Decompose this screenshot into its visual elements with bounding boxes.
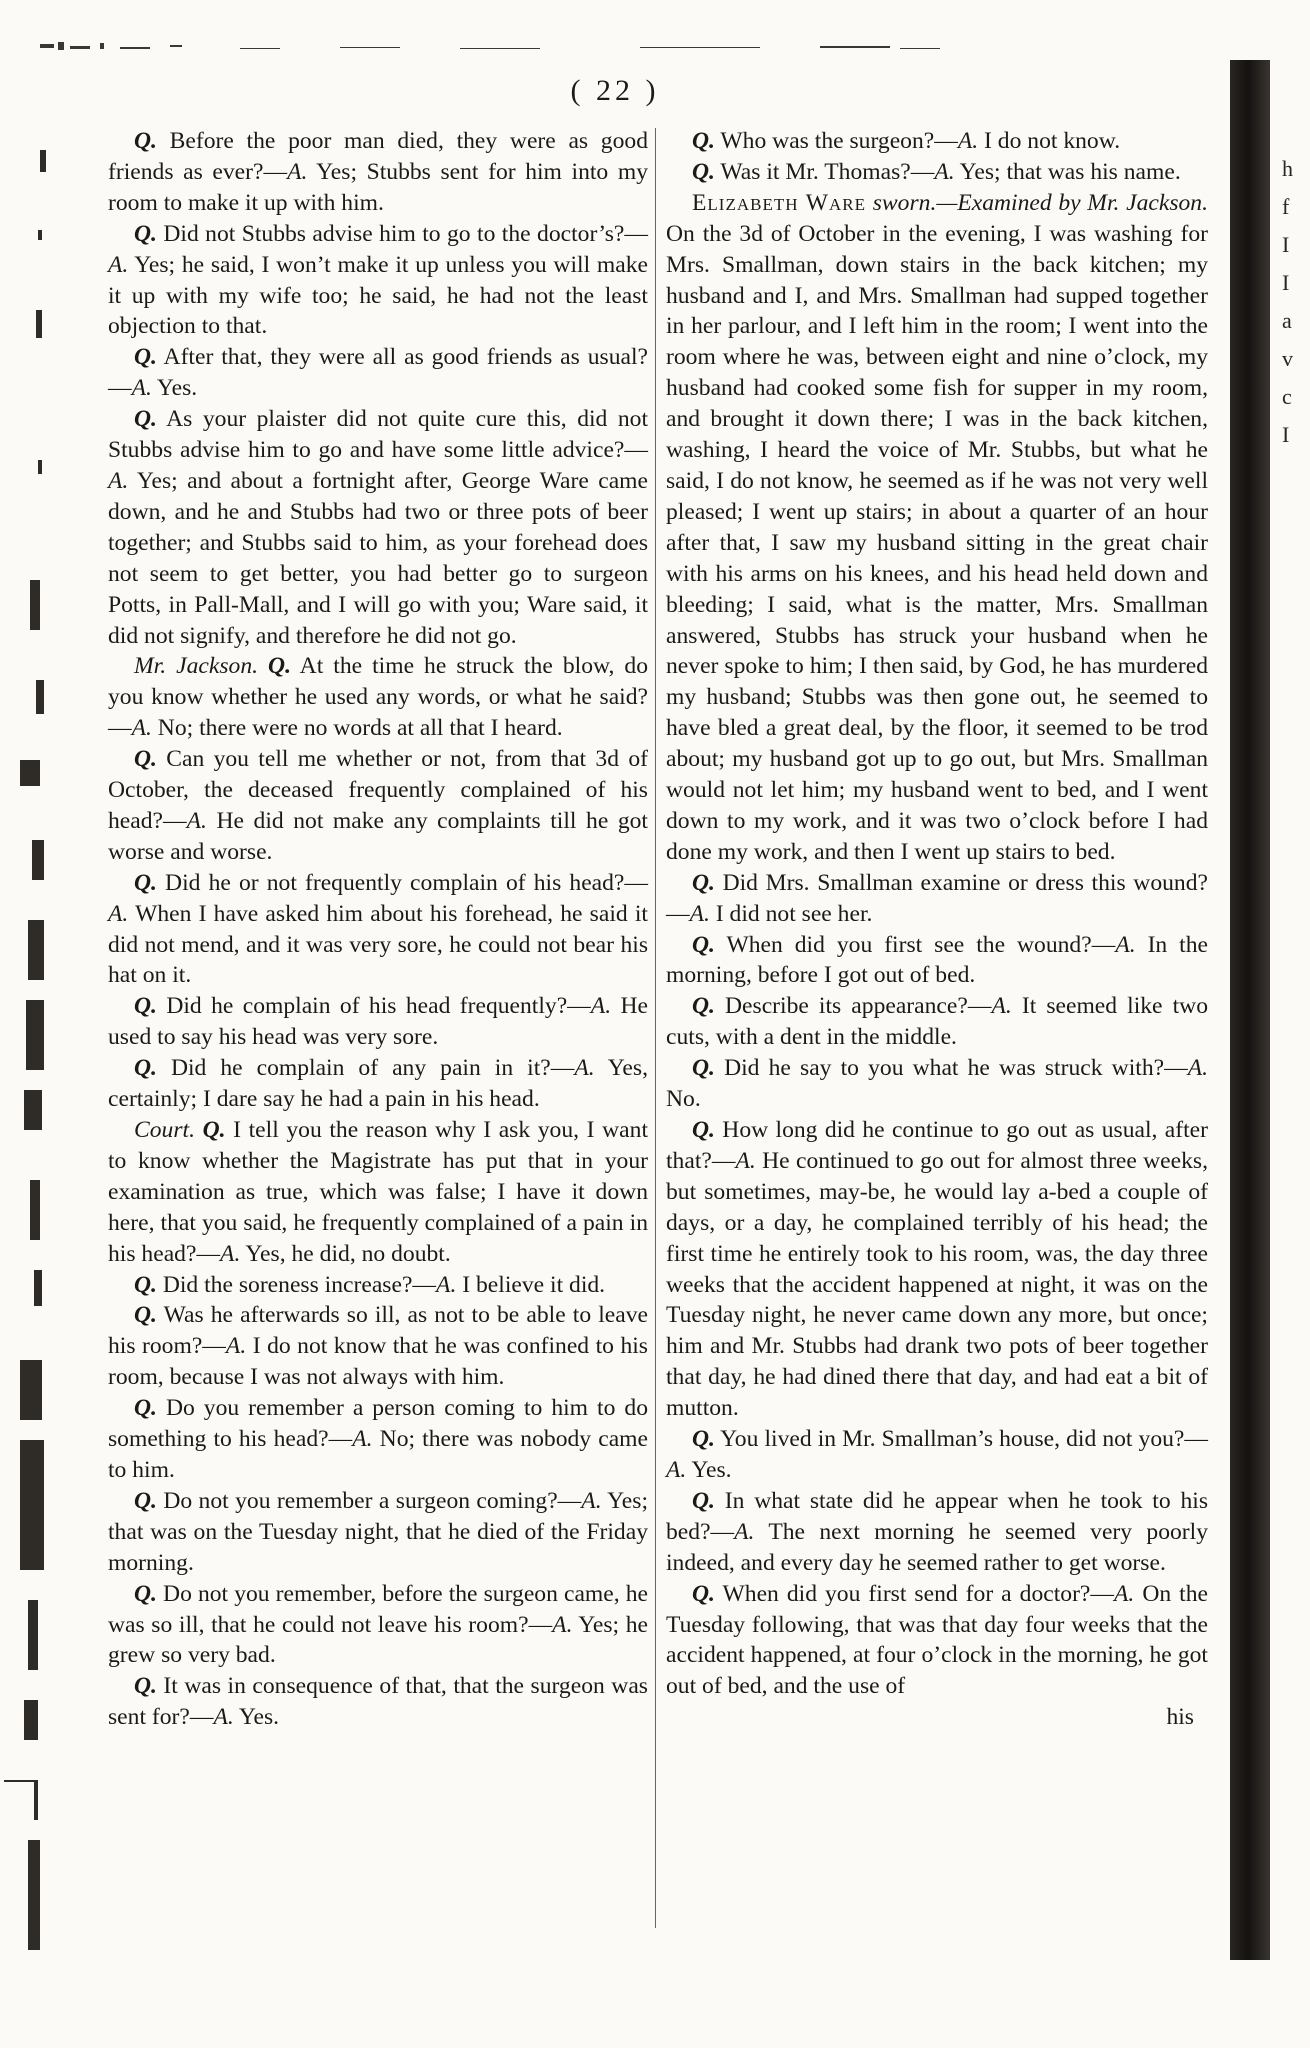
text-run: Did not Stubbs advise him to go to the doctor’s?— bbox=[156, 220, 648, 247]
left-column bbox=[108, 126, 648, 1733]
paragraph bbox=[108, 1486, 648, 1579]
edge-letter: h bbox=[1282, 156, 1293, 181]
paragraph bbox=[666, 1053, 1208, 1115]
text-run: On the Tuesday following, that was that day four weeks that the accident happened, at four o’clock in the morning, he got out of bed, and the use of bbox=[666, 1580, 1208, 1700]
edge-letter: c bbox=[1282, 384, 1292, 409]
paragraph bbox=[108, 219, 648, 343]
text-run: A. bbox=[1115, 931, 1136, 958]
text-run: Yes, he did, no doubt. bbox=[240, 1240, 451, 1267]
text-run: The next morning he seemed very poorly indeed, and every day he seemed rather to get worse. bbox=[666, 1518, 1208, 1576]
text-run: Did he complain of his head frequently?— bbox=[156, 993, 591, 1020]
paragraph bbox=[666, 991, 1208, 1053]
text-run: After that, they were all as good friends as usual?— bbox=[108, 344, 648, 402]
text-run: A. bbox=[581, 1487, 602, 1514]
text-run: Q. bbox=[692, 1426, 715, 1453]
text-run: Q. bbox=[134, 993, 157, 1020]
text-run: Yes; and about a fortnight after, George Ware came down, and he and Stubbs had two or three pots of beer together; and Stubbs said to him, as your forehead does not seem to get better, you had better go to surgeon Potts, in Pall-Mall, and I will go with you; Ware said, it did not signify, and therefore he did not go. bbox=[108, 467, 648, 649]
text-run: Q. bbox=[692, 931, 715, 958]
text-run: I did not see her. bbox=[709, 900, 873, 927]
text-run: Yes. bbox=[686, 1456, 732, 1483]
text-run: Q. bbox=[692, 993, 715, 1020]
paragraph bbox=[666, 930, 1208, 992]
paragraph bbox=[108, 1115, 648, 1270]
text-run: Q. bbox=[692, 869, 715, 896]
text-run: No. bbox=[666, 1086, 701, 1113]
text-run: You lived in Mr. Smallman’s house, did not you?— bbox=[714, 1426, 1208, 1453]
text-run: A. bbox=[957, 128, 979, 154]
edge-letter: f bbox=[1282, 194, 1290, 219]
text-run bbox=[866, 190, 873, 216]
paragraph bbox=[108, 1300, 648, 1393]
text-run: Q. bbox=[692, 158, 715, 185]
facing-page-fragment bbox=[1282, 150, 1310, 454]
text-run: Court. bbox=[134, 1117, 195, 1143]
text-run: Q. bbox=[134, 128, 157, 154]
text-run: I believe it did. bbox=[456, 1271, 606, 1298]
text-run: In what state did he appear when he took to his bed?— bbox=[666, 1487, 1208, 1545]
right-column bbox=[666, 126, 1208, 1733]
text-run: Q. bbox=[268, 653, 291, 680]
text-run: Q. bbox=[692, 1055, 715, 1082]
text-run: He continued to go out for almost three weeks, but sometimes, may-be, he would lay a-bed a couple of days, or a day, he complained terribly of his head; the first time he entirely took to his room, was, the day three weeks that the accident happened at night, it was on the Tuesday night, he never came down any more, but once; him and Mr. Stubbs had drank two pots of beer together that day, he had dined there that day, and had eat a bit of mutton. bbox=[666, 1147, 1208, 1422]
text-run: A. bbox=[108, 251, 129, 278]
text-run: Before the poor man died, they were as good friends as ever?— bbox=[108, 128, 648, 185]
text-run: He did not make any complaints till he got worse and worse. bbox=[108, 807, 648, 865]
text-run: A. bbox=[131, 375, 152, 402]
text-run bbox=[195, 1117, 203, 1143]
text-run: Mr. Jackson. bbox=[134, 653, 259, 680]
text-run: On the 3d of October in the evening, I was washing for Mrs. Smallman, down stairs in the back kitchen; my husband and I, and Mrs. Smallman had supped together in her parlour, and I left him in the room; I went into the room where he was, between eight and nine o’clock, my husband had cooked some fish for supper in my room, and brought it down there; I was in the back kitchen, washing, I heard the voice of Mr. Stubbs, but what he said, I do not know, he seemed as if he was not very well pleased; I went up stairs; in about a quarter of an hour after that, I saw my husband sitting in the great chair with his arms on his knees, and his head held down and bleeding; I said, what is the matter, Mrs. Smallman answered, Stubbs has struck your husband when he never spoke to him; I then said, by God, he has murdered my husband; Stubbs was then gone out, he seemed to have bled a great deal, by the floor, it seemed to be trod about; my husband got up to go out, but Mrs. Smallman would not let him; my husband went to bed, and I went down to my work, and it was two o’clock before I had done my work, and then I went up stairs to bed. bbox=[666, 220, 1208, 865]
text-run: Yes, certainly; I dare say he had a pain in his head. bbox=[108, 1055, 648, 1113]
text-run: Yes; that was his name. bbox=[954, 158, 1181, 185]
paragraph bbox=[108, 404, 648, 651]
text-run: Q. bbox=[692, 1580, 715, 1607]
text-run: Yes; he grew so very bad. bbox=[108, 1611, 648, 1669]
text-run: Elizabeth Ware bbox=[692, 189, 867, 216]
text-run: Did the soreness increase?— bbox=[156, 1271, 437, 1298]
text-run: Yes. bbox=[151, 375, 198, 402]
text-run: Do you remember a person coming to him to do something to his head?— bbox=[108, 1395, 648, 1453]
edge-letter: v bbox=[1282, 346, 1293, 371]
text-run: In the morning, before I got out of bed. bbox=[666, 931, 1209, 989]
text-run: When did you first see the wound?— bbox=[714, 931, 1116, 958]
text-run: Q. bbox=[202, 1117, 226, 1143]
text-run: I do not know that he was confined to his room, because I was not always with him. bbox=[108, 1333, 648, 1391]
text-run: No; there were no words at all that I heard. bbox=[151, 715, 563, 742]
text-run: A. bbox=[352, 1426, 373, 1453]
paragraph bbox=[666, 1579, 1208, 1703]
text-run: Q. bbox=[134, 1487, 157, 1514]
paragraph bbox=[666, 868, 1208, 930]
text-run: As your plaister did not quite cure this, did not Stubbs advise him to go and have some little advice?— bbox=[108, 406, 648, 464]
paragraph bbox=[108, 991, 648, 1053]
text-run: A. bbox=[574, 1055, 595, 1082]
text-run: A. bbox=[131, 715, 152, 742]
edge-letter: I bbox=[1282, 232, 1290, 257]
text-run: When I have asked him about his forehead, he said it did not mend, and it was very sore, he could not bear his hat on it. bbox=[108, 900, 648, 989]
paragraph bbox=[666, 126, 1208, 157]
text-run: Was it Mr. Thomas?— bbox=[714, 158, 935, 185]
paragraph bbox=[666, 1424, 1208, 1486]
paragraph bbox=[108, 1053, 648, 1115]
text-run: Yes. bbox=[233, 1704, 280, 1731]
text-run: A. bbox=[108, 900, 129, 927]
text-run: Q. bbox=[134, 344, 157, 371]
text-run: A. bbox=[991, 993, 1012, 1020]
text-run: Did he complain of any pain in it?— bbox=[156, 1055, 575, 1082]
paragraph bbox=[108, 342, 648, 404]
text-run: I do not know. bbox=[978, 128, 1121, 154]
text-run: A. bbox=[552, 1611, 573, 1638]
paragraph bbox=[666, 188, 1208, 868]
text-run: Q. bbox=[134, 746, 157, 773]
paragraph bbox=[108, 1270, 648, 1301]
text-run: Q. bbox=[134, 1395, 157, 1422]
text-run: Describe its appearance?— bbox=[714, 993, 992, 1020]
text-run: Q. bbox=[134, 1055, 157, 1082]
text-run: Did he or not frequently complain of his head?— bbox=[156, 869, 648, 896]
top-margin-noise bbox=[40, 38, 1220, 62]
text-run: I tell you the reason why I ask you, I want to know whether the Magistrate has put that in your examination as true, which was false; I have it down here, that you said, he frequently complained of a pain in his head?— bbox=[108, 1117, 648, 1267]
text-run: A. bbox=[213, 1704, 234, 1731]
text-run: A. bbox=[934, 158, 955, 185]
text-run: Yes; he said, I won’t make it up unless you will make it up with my wife too; he said, he had not the least objection to that. bbox=[108, 251, 648, 340]
edge-letter: I bbox=[1282, 270, 1290, 295]
text-run: A. bbox=[666, 1456, 687, 1483]
text-run: Yes; Stubbs sent for him into my room to make it up with him. bbox=[108, 158, 648, 216]
text-run: A. bbox=[735, 1147, 756, 1174]
text-run: A. bbox=[220, 1240, 241, 1267]
text-run: At the time he struck the blow, do you know whether he used any words, or what he said?— bbox=[108, 653, 648, 742]
text-run: It seemed like two cuts, with a dent in the middle. bbox=[666, 993, 1208, 1051]
text-run: Can you tell me whether or not, from that 3d of October, the deceased frequently complained of his head?— bbox=[108, 746, 648, 834]
text-run: A. bbox=[1187, 1055, 1208, 1082]
text-run: How long did he continue to go out as usual, after that?— bbox=[666, 1117, 1208, 1174]
text-run: Q. bbox=[134, 406, 157, 433]
text-run: A. bbox=[590, 993, 612, 1020]
text-run: Q. bbox=[134, 1580, 157, 1607]
text-run: No; there was nobody came to him. bbox=[108, 1426, 648, 1483]
text-run: It was in consequence of that, that the surgeon was sent for?— bbox=[108, 1673, 648, 1731]
text-run: Do not you remember, before the surgeon came, he was so ill, that he could not leave his room?— bbox=[108, 1580, 648, 1638]
paragraph bbox=[666, 157, 1208, 188]
text-run: A. bbox=[734, 1518, 755, 1545]
left-margin-noise bbox=[0, 0, 100, 2048]
text-run: A. bbox=[287, 158, 308, 185]
paragraph bbox=[108, 1393, 648, 1486]
paragraph bbox=[108, 651, 648, 744]
text-run: Do not you remember a surgeon coming?— bbox=[156, 1487, 582, 1514]
text-run: A. bbox=[1114, 1580, 1135, 1607]
column-divider bbox=[655, 128, 656, 1928]
text-run: Who was the surgeon?— bbox=[714, 128, 958, 154]
edge-letter: a bbox=[1282, 308, 1292, 333]
text-run: A. bbox=[186, 807, 207, 834]
text-run: Q. bbox=[692, 1487, 715, 1514]
text-run: A. bbox=[108, 467, 129, 494]
paragraph bbox=[666, 1115, 1208, 1424]
catchword: his bbox=[1166, 1704, 1194, 1731]
text-run: A. bbox=[689, 900, 710, 927]
text-run: Did he say to you what he was struck with?— bbox=[714, 1055, 1188, 1082]
paragraph bbox=[108, 1579, 648, 1672]
text-run: Q. bbox=[134, 1271, 157, 1298]
text-run: Yes; that was on the Tuesday night, that he died of the Friday morning. bbox=[108, 1487, 648, 1576]
binding-shadow bbox=[1230, 60, 1270, 1960]
text-run: Q. bbox=[692, 1117, 715, 1143]
text-run: He used to say his head was very sore. bbox=[108, 993, 648, 1051]
text-run: Q. bbox=[134, 220, 157, 247]
text-run: Q. bbox=[134, 1302, 157, 1329]
paragraph bbox=[108, 126, 648, 219]
text-run: Q. bbox=[134, 1673, 157, 1700]
text-run: sworn.—Examined by Mr. Jackson. bbox=[872, 189, 1209, 216]
paragraph bbox=[108, 744, 648, 868]
paragraph bbox=[108, 868, 648, 992]
paragraph bbox=[666, 1486, 1208, 1579]
text-run: Did Mrs. Smallman examine or dress this wound?— bbox=[666, 869, 1208, 927]
paragraph bbox=[108, 1671, 648, 1733]
text-run bbox=[258, 653, 268, 679]
text-run: A. bbox=[225, 1333, 247, 1360]
text-run: A. bbox=[436, 1271, 457, 1298]
text-run: Q. bbox=[134, 869, 157, 896]
edge-letter: I bbox=[1282, 422, 1290, 447]
page-number: ( 22 ) bbox=[570, 74, 660, 107]
text-run: Q. bbox=[692, 128, 715, 154]
text-run: Was he afterwards so ill, as not to be able to leave his room?— bbox=[108, 1302, 648, 1360]
text-run: When did you first send for a doctor?— bbox=[714, 1580, 1114, 1607]
